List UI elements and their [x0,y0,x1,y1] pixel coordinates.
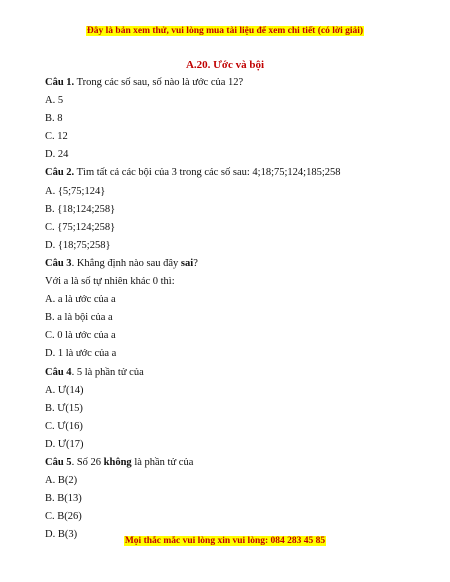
question-3-option-b: B. a là bội của a [45,312,113,324]
question-1-option-d: D. 24 [45,149,69,161]
question-4-option-d: D. Ư(17) [45,438,84,450]
contact-banner [0,536,450,546]
question-3-option-c: C. 0 là ước của a [45,330,116,342]
question-4-option-a: A. Ư(14) [45,384,84,396]
question-2-option-d: D. {18;75;258} [45,239,111,251]
question-3-label: Câu 3 [45,257,72,269]
question-5 [45,457,425,469]
question-2 [45,167,425,179]
question-3 [45,258,425,270]
contact-text: Mọi thắc mắc vui lòng xin vui lòng: 084 283 45 85 [124,536,326,546]
question-2-text: Tìm tất cả các bội của 3 trong các số sau: 4;18;75;124;185;258 [74,167,341,179]
question-1-option-a: A. 5 [45,95,64,107]
question-5-option-c: C. B(26) [45,511,82,523]
question-1-option-b: B. 8 [45,113,63,125]
question-4-option-b: B. Ư(15) [45,402,83,414]
question-2-option-b: B. {18;124;258} [45,203,116,215]
question-5-label: Câu 5 [45,456,72,468]
question-4-label: Câu 4 [45,366,72,378]
question-3-option-d: D. 1 là ước của a [45,348,117,360]
question-2-option-c: C. {75;124;258} [45,221,116,233]
question-1-text: Trong các số sau, số nào là ước của 12? [74,77,244,88]
question-3-emphasis: sai [180,257,194,269]
question-3-option-a: A. a là ước của a [45,294,116,306]
preview-notice-text: Đây là bản xem thử, vui lòng mua tài liệu để xem chi tiết (có lời giải) [86,26,364,36]
section-title: A.20. Ước và bội [185,59,265,71]
question-5-option-d: D. B(3) [45,529,78,541]
question-1-option-c: C. 12 [45,131,68,143]
question-5-emphasis: không [103,456,132,468]
question-3-condition: Với a là số tự nhiên khác 0 thì: [45,276,175,288]
question-5-text: . Số 26 [71,456,104,468]
question-4-option-c: C. Ư(16) [45,420,83,432]
question-2-label: Câu 2. [45,167,75,179]
question-2-option-a: A. {5;75;124} [45,185,106,197]
preview-notice-banner [0,26,450,36]
question-list [45,77,425,547]
question-3-text-end: ? [193,257,198,269]
question-4-text: . 5 là phần tử của [71,366,144,378]
question-3-text: . Khẳng định nào sau đây [71,257,181,269]
question-5-text-end: là phần tử của [131,456,194,468]
question-1 [45,77,425,89]
question-1-label: Câu 1. [45,77,75,88]
question-5-option-b: B. B(13) [45,493,82,505]
question-5-option-a: A. B(2) [45,475,78,487]
question-4 [45,367,425,379]
